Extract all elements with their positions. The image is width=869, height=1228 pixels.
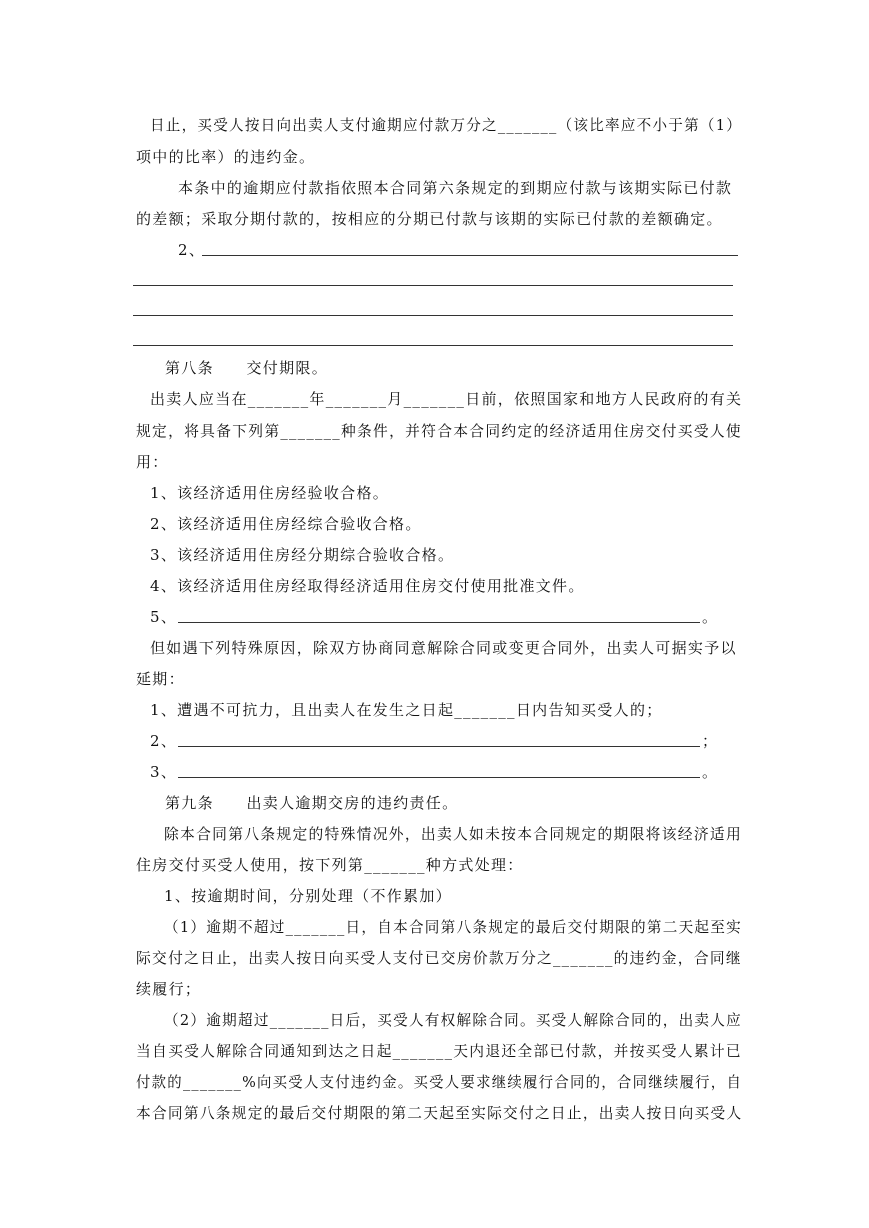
list-item: 3、该经济适用住房经分期综合验收合格。 (150, 546, 455, 564)
fill-in-blank-line (202, 255, 738, 256)
text-line: （2）逾期超过_______日后，买受人有权解除合同。买受人解除合同的，出卖人应 (164, 1011, 743, 1029)
list-item: 5、 (150, 608, 178, 626)
text-line: 项中的比率）的违约金。 (136, 148, 316, 166)
text-line: 的差额；采取分期付款的，按相应的分期已付款与该期的实际已付款的差额确定。 (136, 210, 723, 228)
fill-in-blank-line (178, 746, 700, 747)
text-line: 当自买受人解除合同通知到达之日起_______天内退还全部已付款，并按买受人累计已 (136, 1042, 742, 1060)
list-item: 3、 (150, 763, 178, 781)
text-line: 本合同第八条规定的最后交付期限的第二天起至实际交付之日止，出卖人按日向买受人 (136, 1104, 743, 1122)
text-line: 。 (702, 608, 719, 626)
text-line: 本条中的逾期应付款指依照本合同第六条规定的到期应付款与该期实际已付款 (178, 179, 733, 197)
text-line: 付款的_______%向买受人支付违约金。买受人要求继续履行合同的，合同继续履行，自 (136, 1073, 743, 1091)
fill-in-blank-line (133, 345, 733, 346)
text-line: 住房交付买受人使用，按下列第_______种方式处理： (136, 856, 524, 874)
text-line: 出卖人应当在_______年_______月_______日前，依照国家和地方人民政府的有关 (150, 390, 743, 408)
fill-in-blank-line (178, 777, 700, 778)
list-item: 2、该经济适用住房经综合验收合格。 (150, 515, 422, 533)
fill-in-blank-line (133, 285, 733, 286)
section-heading: 第八条 交付期限。 (165, 359, 329, 377)
list-item: 1、遭遇不可抗力，且出卖人在发生之日起_______日内告知买受人的； (150, 701, 663, 719)
list-item: 1、按逾期时间，分别处理（不作累加） (164, 887, 452, 905)
section-heading: 第九条 出卖人逾期交房的违约责任。 (165, 794, 459, 812)
text-line: 但如遇下列特殊原因，除双方协商同意解除合同或变更合同外，出卖人可据实予以 (150, 639, 737, 657)
list-item: 2、 (150, 732, 178, 750)
text-line: 际交付之日止，出卖人按日向买受人支付已交房价款万分之_______的违约金，合同继 (136, 949, 742, 967)
text-line: 用： (136, 453, 169, 471)
text-line: ； (702, 732, 719, 750)
text-line: 规定，将具备下列第_______种条件，并符合本合同约定的经济适用住房交付买受人使 (136, 422, 742, 440)
text-line: 除本合同第八条规定的特殊情况外，出卖人如未按本合同规定的期限将该经济适用 (164, 825, 743, 843)
text-line: 日止，买受人按日向出卖人支付逾期应付款万分之_______（该比率应不小于第（1） (150, 116, 743, 134)
text-line: 2、 (178, 241, 206, 259)
text-line: 。 (702, 763, 719, 781)
fill-in-blank-line (133, 315, 733, 316)
text-line: 延期： (136, 670, 185, 688)
list-item: 4、该经济适用住房经取得经济适用住房交付使用批准文件。 (150, 577, 585, 595)
list-item: 1、该经济适用住房经验收合格。 (150, 484, 390, 502)
text-line: （1）逾期不超过_______日，自本合同第八条规定的最后交付期限的第二天起至实 (164, 918, 743, 936)
text-line: 续履行； (136, 980, 202, 998)
fill-in-blank-line (178, 622, 700, 623)
